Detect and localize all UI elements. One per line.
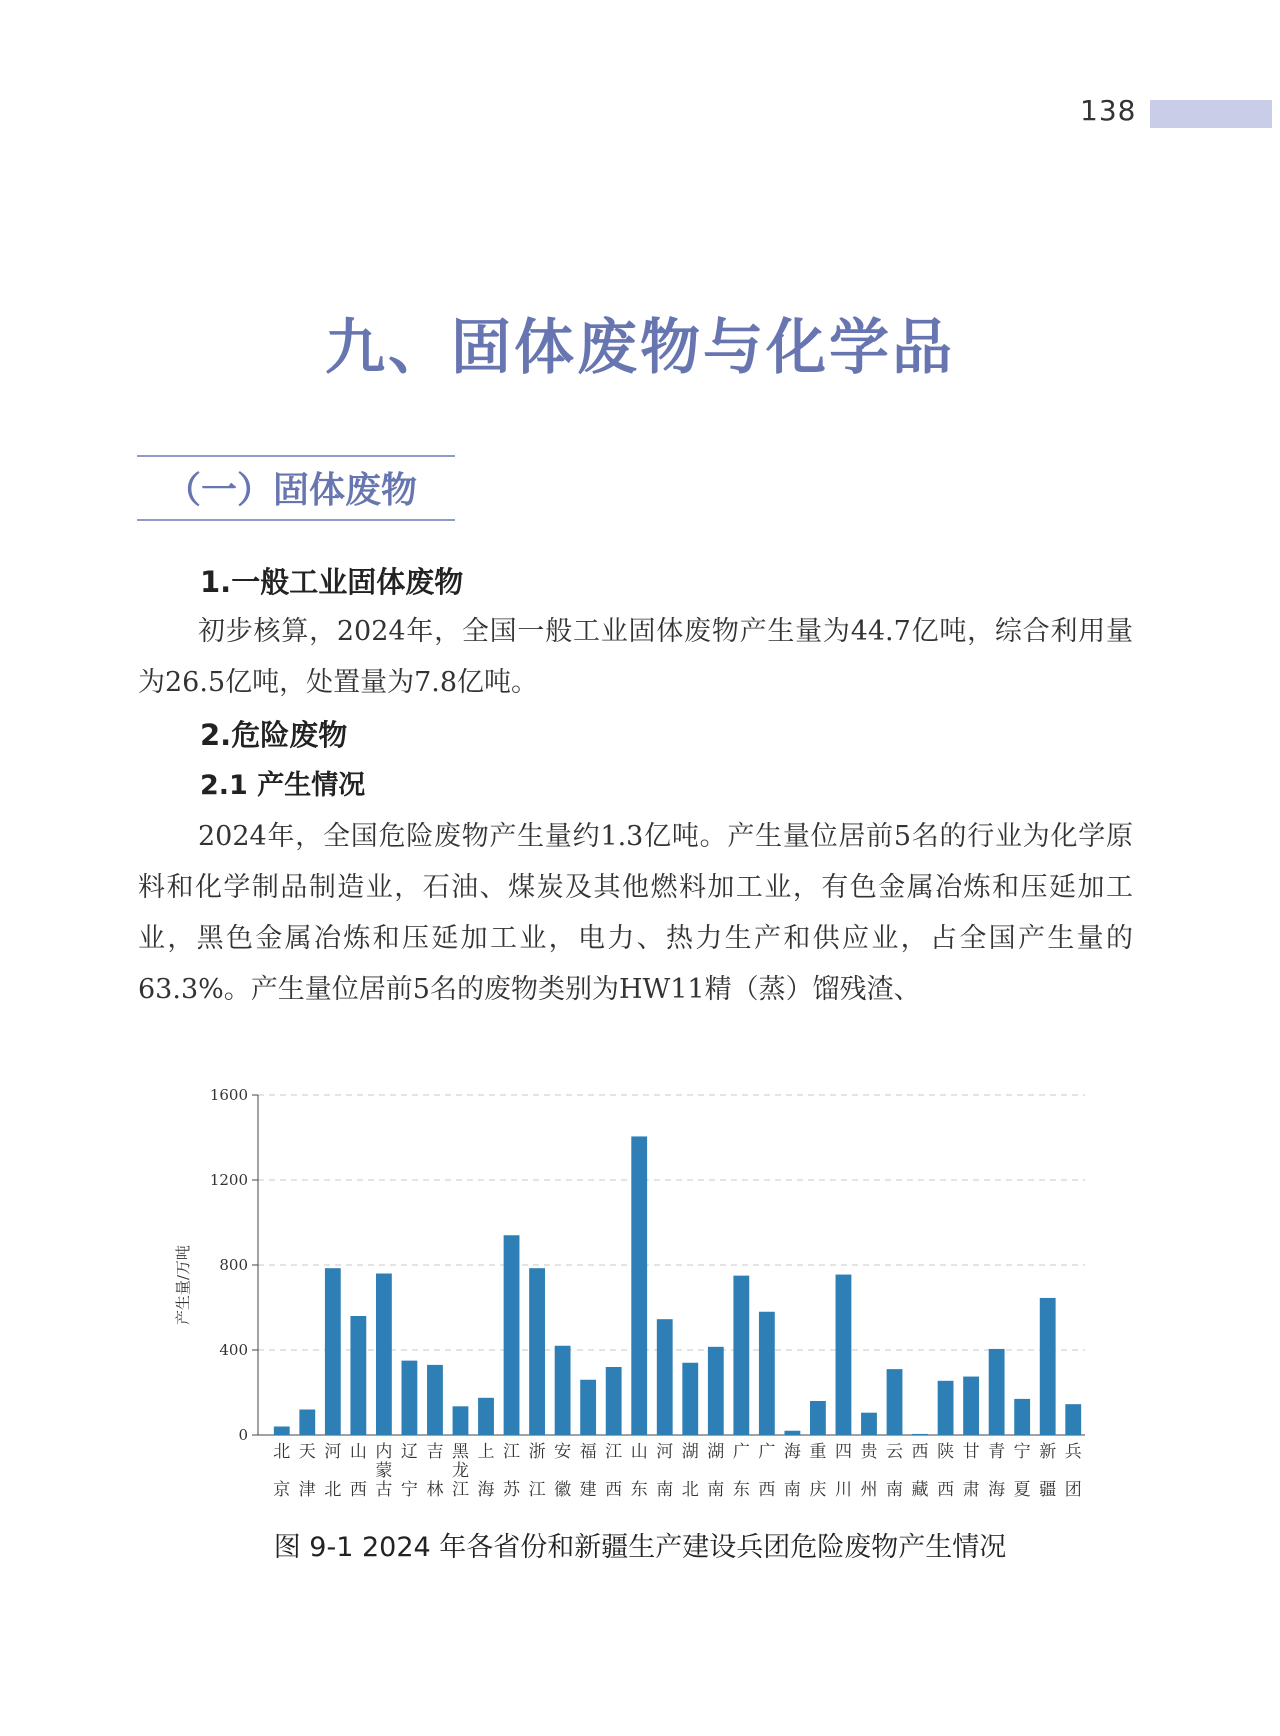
bar [861, 1413, 877, 1435]
bar [963, 1377, 979, 1435]
x-category-label: 北京 [273, 1442, 291, 1500]
x-category-label: 西藏 [911, 1442, 929, 1500]
bar [325, 1268, 341, 1435]
bar [555, 1346, 571, 1435]
x-category-label: 贵州 [860, 1442, 878, 1500]
y-tick-label: 0 [238, 1426, 248, 1444]
bar [810, 1401, 826, 1435]
x-category-label: 广西 [758, 1442, 776, 1500]
bar [657, 1319, 673, 1435]
x-category-label: 四川 [834, 1442, 852, 1500]
bar [682, 1363, 698, 1435]
bar [631, 1136, 647, 1435]
bar [299, 1410, 315, 1436]
bar [529, 1268, 545, 1435]
x-category-label: 江西 [605, 1442, 623, 1500]
bar [759, 1312, 775, 1435]
x-category-label: 河南 [656, 1442, 674, 1500]
x-category-label: 黑龙江 [451, 1442, 469, 1500]
bar [1014, 1399, 1030, 1435]
x-category-label: 海南 [783, 1442, 801, 1500]
bar [708, 1347, 724, 1435]
section-title: （一）固体废物 [165, 469, 418, 511]
x-category-label: 山东 [630, 1442, 648, 1500]
bar [427, 1365, 443, 1435]
bar [784, 1431, 800, 1435]
x-category-label: 上海 [477, 1442, 495, 1500]
bar [938, 1381, 954, 1435]
x-category-label: 安徽 [554, 1442, 572, 1500]
page-tab-decoration [1150, 100, 1272, 128]
bar [887, 1369, 903, 1435]
chapter-title: 九、固体废物与化学品 [325, 313, 955, 383]
heading-hazardous-waste: 2.危险废物 [200, 718, 348, 752]
x-category-label: 吉林 [426, 1442, 444, 1500]
bar [1065, 1404, 1081, 1435]
bar [274, 1427, 290, 1436]
x-category-label: 湖北 [681, 1442, 699, 1500]
x-category-label: 湖南 [707, 1442, 725, 1500]
heading-generation: 2.1 产生情况 [200, 770, 366, 801]
x-category-label: 山西 [349, 1442, 367, 1500]
bar [402, 1361, 418, 1435]
y-tick-label: 800 [219, 1256, 248, 1274]
y-tick-label: 400 [219, 1341, 248, 1359]
bar [453, 1406, 469, 1435]
bar [606, 1367, 622, 1435]
x-category-label: 内蒙古 [375, 1442, 393, 1500]
x-category-label: 河北 [324, 1442, 342, 1500]
y-axis-label: 产生量/万吨 [174, 1244, 192, 1326]
x-category-label: 兵团 [1064, 1442, 1082, 1500]
bar [836, 1275, 852, 1435]
paragraph-general-industrial-waste: 初步核算，2024年，全国一般工业固体废物产生量为44.7亿吨，综合利用量为26.5亿吨，处置量为7.8亿吨。 [138, 616, 1133, 698]
heading-general-industrial-waste: 1.一般工业固体废物 [200, 565, 464, 599]
paragraph-hazardous-waste: 2024年，全国危险废物产生量约1.3亿吨。产生量位居前5名的行业为化学原料和化学制品制造业，石油、煤炭及其他燃料加工业，有色金属冶炼和压延加工业，黑色金属冶炼和压延加工业，电力、热力生产和供应业，占全国产生量的63.3%。产生量位居前5名的废物类别为HW11精（蒸）馏残渣、 [138, 821, 1133, 1005]
figure-caption: 图 9-1 2024 年各省份和新疆生产建设兵团危险废物产生情况 [273, 1532, 1007, 1563]
x-category-label: 福建 [579, 1442, 597, 1500]
x-category-label: 辽宁 [400, 1442, 418, 1500]
x-category-label: 浙江 [528, 1442, 546, 1500]
x-category-label: 新疆 [1039, 1442, 1057, 1500]
x-category-label: 天津 [298, 1442, 316, 1500]
y-tick-label: 1600 [209, 1086, 248, 1104]
x-category-label: 云南 [886, 1442, 904, 1500]
bar [733, 1276, 749, 1435]
x-category-label: 广东 [732, 1442, 750, 1500]
x-category-label: 甘肃 [962, 1442, 980, 1500]
x-category-label: 陕西 [937, 1442, 955, 1500]
bar [504, 1235, 520, 1435]
bar [912, 1434, 928, 1435]
x-category-label: 宁夏 [1013, 1442, 1031, 1500]
x-category-label: 江苏 [503, 1442, 521, 1500]
x-category-label: 重庆 [809, 1442, 827, 1500]
bar [350, 1316, 366, 1435]
bar [1040, 1298, 1056, 1435]
bar [989, 1349, 1005, 1435]
page-number: 138 [1080, 94, 1137, 127]
hazardous-waste-bar-chart [170, 1070, 1100, 1520]
bar [478, 1398, 494, 1435]
bar [580, 1380, 596, 1435]
bar [376, 1274, 392, 1436]
y-tick-label: 1200 [209, 1171, 248, 1189]
x-category-label: 青海 [988, 1442, 1006, 1500]
